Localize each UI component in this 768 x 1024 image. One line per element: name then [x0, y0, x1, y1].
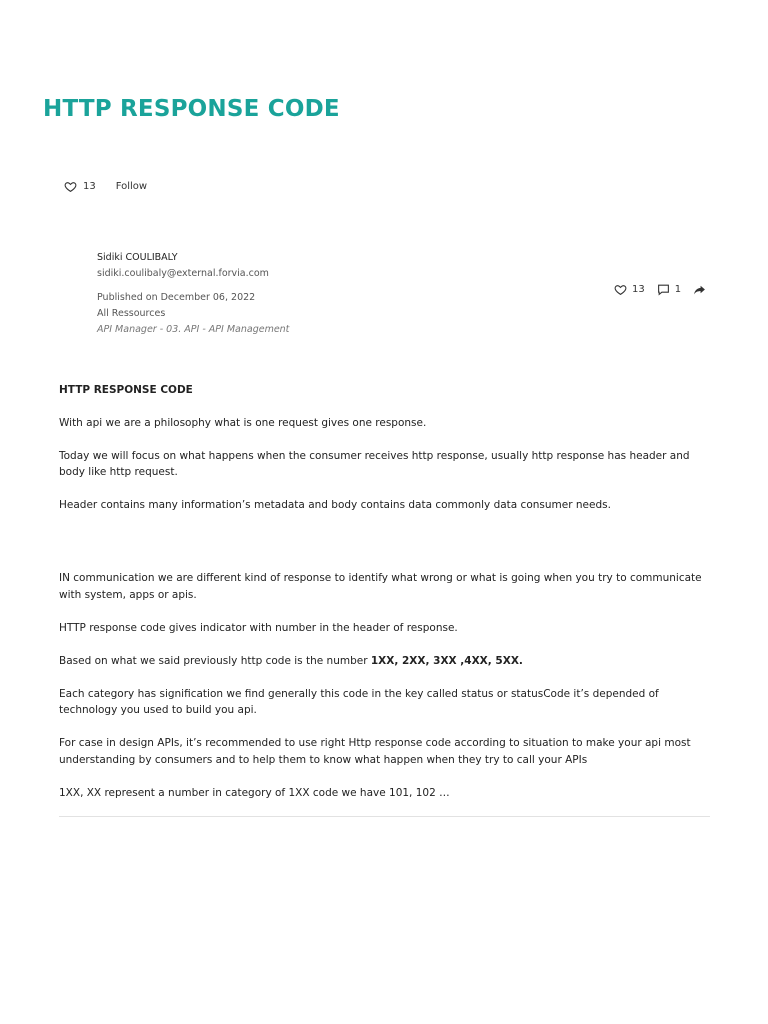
article-paragraph: Today we will focus on what happens when the consumer receives http response, usually http response has header and body like http request.	[59, 449, 690, 478]
top-action-bar	[64, 180, 147, 193]
follow-button[interactable]: Follow	[115, 181, 148, 192]
article-paragraph: With api we are a philosophy what is one request gives one response.	[59, 416, 427, 429]
code-intro-text: Based on what we said previously http code is the number	[59, 654, 371, 667]
author-email: sidiki.coulibaly@external.forvia.com	[97, 268, 269, 279]
article-heading: HTTP RESPONSE CODE	[59, 384, 193, 396]
response-code-list: 1XX, 2XX, 3XX ,4XX, 5XX.	[370, 654, 523, 667]
post-action-bar	[614, 283, 706, 296]
page-title: HTTP RESPONSE CODE	[43, 96, 340, 122]
comment-count: 1	[674, 284, 682, 295]
collection-link[interactable]: All Ressources	[97, 308, 166, 319]
share-arrow-icon[interactable]	[693, 283, 706, 296]
author-block	[97, 250, 289, 338]
content-divider	[59, 816, 710, 817]
article-paragraph: For case in design APIs, it’s recommended to use right Http response code according to situation to make your api most understanding by consumers and to help them to know what happen when they try to call your APIs	[59, 737, 691, 766]
post-like-count: 13	[632, 284, 645, 295]
article-paragraph: Header contains many information’s metadata and body contains data commonly data consumer needs.	[59, 499, 611, 511]
article-paragraph: Each category has signification we find generally this code in the key called status or statusCode it’s depended of technology you used to build you api.	[59, 687, 659, 716]
article-paragraph: HTTP response code gives indicator with number in the header of response.	[59, 621, 458, 634]
article-paragraph: 1XX, XX represent a number in category of 1XX code we have 101, 102 …	[59, 786, 450, 799]
comment-icon[interactable]	[657, 283, 670, 296]
article-body	[59, 382, 715, 818]
heart-icon[interactable]	[64, 180, 77, 193]
article-paragraph	[59, 653, 715, 670]
published-date: Published on December 06, 2022	[97, 292, 256, 303]
heart-icon[interactable]	[614, 283, 627, 296]
author-name[interactable]: Sidiki COULIBALY	[97, 252, 178, 263]
like-count: 13	[83, 181, 96, 192]
article-paragraph: IN communication we are different kind of response to identify what wrong or what is going when you try to communicate with system, apps or apis.	[59, 572, 702, 601]
category-breadcrumb[interactable]: API Manager - 03. API - API Management	[97, 324, 290, 335]
